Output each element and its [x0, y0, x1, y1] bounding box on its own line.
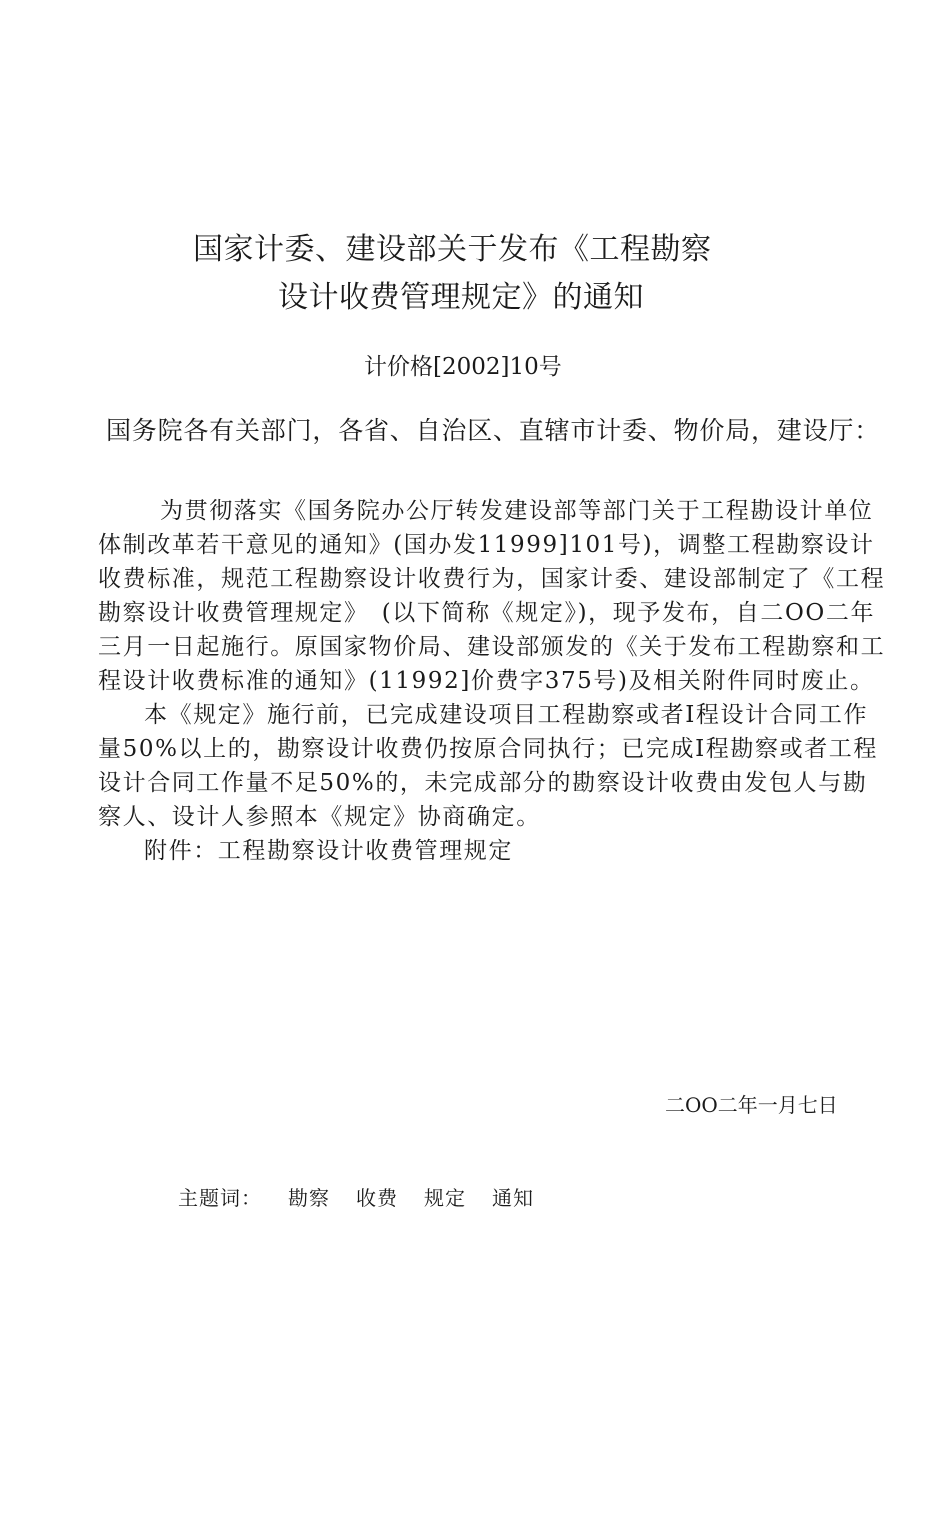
addressee: 国务院各有关部门，各省、自治区、直辖市计委、物价局，建设厅： — [106, 416, 881, 445]
document-title-line-1: 国家计委、建设部关于发布《工程勘察 — [193, 232, 712, 267]
keyword-4: 通知 — [492, 1186, 534, 1210]
body-paragraph-2: 本《规定》施行前，已完成建设项目工程勘察或者I程设计合同工作量50%以上的，勘察设计收费仍按原合同执行；已完成I程勘察或者工程设计合同工作量不足50%的，未完成部分的勘察设计收费由发包人与勘察人、设计人参照本《规定》协商确定。 — [98, 702, 879, 830]
keyword-3: 规定 — [424, 1186, 466, 1210]
keywords-line — [178, 1183, 534, 1213]
attachment-line: 附件：工程勘察设计收费管理规定 — [144, 838, 513, 864]
keyword-1: 勘察 — [288, 1186, 330, 1210]
body-paragraph-1: 为贯彻落实《国务院办公厅转发建设部等部门关于工程勘设计单位体制改革若干意见的通知》(国办发11999]101号)，调整工程勘察设计收费标准，规范工程勘察设计收费行为，国家计委、建设部制定了《工程勘察设计收费管理规定》 (以下简称《规定》)，现予发布，自二OO二年三月一日起施行。原国家物价局、建设部颁发的《关于发布工程勘察和工程设计收费标准的通知》(11992]价费字375号)及相关附件同时废止。 — [98, 498, 886, 694]
issue-date: 二OO二年一月七日 — [665, 1093, 838, 1117]
document-body — [98, 494, 888, 868]
keywords-label: 主题词： — [178, 1186, 262, 1210]
keyword-2: 收费 — [356, 1186, 398, 1210]
document-title-line-2: 设计收费管理规定》的通知 — [278, 280, 644, 315]
document-number: 计价格[2002]10号 — [364, 354, 562, 380]
